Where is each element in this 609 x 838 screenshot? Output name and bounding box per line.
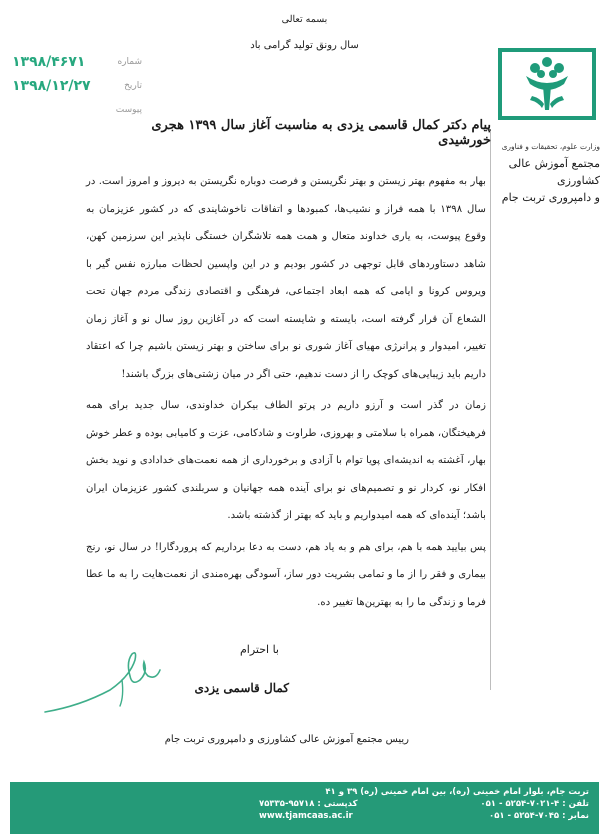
letter-meta bbox=[12, 50, 142, 122]
footer-address: تربت جام، بلوار امام خمینی (ره)، بین امام خمینی (ره) ۳۹ و ۴۱ bbox=[325, 787, 589, 797]
footer-phone: تلفن : ۴-۷۰۲۱-۵۲۵۴ - ۰۵۱ bbox=[480, 799, 589, 809]
letter-body bbox=[86, 168, 486, 620]
basmala-heading: بسمه تعالی bbox=[281, 14, 328, 25]
letter-date-label: تاریخ bbox=[124, 81, 142, 91]
footer-website-link[interactable]: www.tjamcaas.ac.ir bbox=[259, 811, 353, 821]
letter-title: پیام دکتر کمال قاسمی یزدی به مناسبت آغاز سال ۱۳۹۹ هجری خورشیدی bbox=[151, 118, 491, 148]
margin-divider bbox=[490, 130, 491, 690]
signer-title: رییس مجتمع آموزش عالی کشاورزی و دامپروری تربت جام bbox=[164, 734, 409, 745]
closing-salutation: با احترام bbox=[239, 643, 279, 656]
letter-date-row bbox=[12, 74, 142, 98]
footer-bar bbox=[10, 782, 599, 834]
footer-postal-code: کدپستی : ۹۵۷۱۸-۷۵۳۳۵ bbox=[259, 799, 358, 809]
letter-number-row bbox=[12, 50, 142, 74]
letter-date-value: ۱۳۹۸/۱۲/۲۷ bbox=[12, 78, 91, 94]
signer-name: کمال قاسمی یزدی bbox=[194, 681, 289, 695]
footer-fax: نمابر : ۷۰۴۵-۵۲۵۴ - ۰۵۱ bbox=[489, 811, 589, 821]
ministry-name: وزارت علوم، تحقیقات و فناوری bbox=[501, 142, 600, 151]
letter-paragraph: زمان در گذر است و آرزو داریم در پرتو الطاف بیکران خداوندی، سال جدید برای همه فرهیختگان، همراه با سلامتی و بهروزی، طراوت و شادکامی، عزت و کامیابی بوده و عطر خوش بهار، آغشته به اندیشه‌ای پویا توام با آزادی و برخورداری از همه نعمت‌های خدادادی و نوید بخش افکار نو، کردار نو و تصمیم‌های نو برای آینده همه جهانیان و سربلندی کشور عزیزمان ایران باشد؛ آینده‌ای که همه امیدواریم و باید که بهتر از گذشته باشد. bbox=[86, 400, 486, 521]
year-motto: سال رونق تولید گرامی باد bbox=[250, 40, 359, 51]
organization-name-line2: و دامپروری تربت جام bbox=[501, 191, 600, 204]
letter-number-label: شماره bbox=[117, 57, 142, 67]
letter-paragraph: بهار به مفهوم بهتر زیستن و بهتر نگریستن و فرصت دوباره نگریستن به دیروز و امروز است. در سال ۱۳۹۸ با همه فراز و نشیب‌ها، کمبودها و اتفاقات ناخوشایندی که در کشور عزیزمان به وقوع پیوست، به یاری خداوند متعال و همت همه تلاشگران خستگی ناپذیر این سرزمین کهن، شاهد دستاوردهای قابل توجهی در کشور بودیم و در این واپسین لحظات مبارزه نفس گیر با ویروس کرونا و ایامی که همه ابعاد اجتماعی، فرهنگی و اقتصادی زندگی مردم جهان تحت الشعاع آن قرار گرفته است، بایسته و شایسته است که در آغازین روز سال نو و آغاز زمان تغییر، امیدوار و پرانرژی مهیای آغاز شوری نو برای ساختن و بهتر زیستن باشیم چرا که اعتقاد داریم باید زیبایی‌های کوچک را از دست ندهیم، حتی اگر در میان زشتی‌های بزرگ باشند! bbox=[86, 176, 486, 380]
university-logo bbox=[498, 48, 596, 120]
letter-attachment-label: پیوست bbox=[115, 105, 142, 115]
organization-name-line1: مجتمع آموزش عالی کشاورزی bbox=[508, 157, 600, 187]
letter-paragraph: پس بیایید همه با هم، برای هم و به یاد هم، دست به دعا برداریم که پروردگارا! در سال نو، رنج بیماری و فقر را از ما و تمامی بشریت دور ساز، آسودگی بهره‌مندی از نعمت‌هایت را به ما عطا فرما و زندگی ما را به بهترین‌ها تغییر ده. bbox=[86, 541, 486, 608]
university-logo-icon bbox=[502, 52, 592, 116]
handwritten-signature bbox=[40, 640, 180, 720]
organization-name bbox=[490, 138, 600, 206]
letter-number-value: ۱۳۹۸/۴۶۷۱ bbox=[12, 54, 86, 70]
footer-contact-info bbox=[259, 786, 589, 822]
